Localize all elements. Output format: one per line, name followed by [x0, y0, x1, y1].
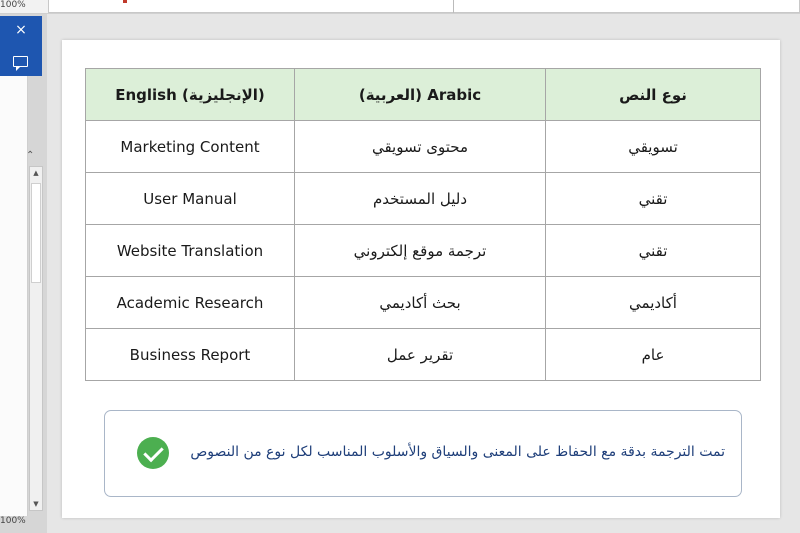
cell-text-type[interactable]: تقني: [546, 225, 761, 277]
table-header-row: [86, 69, 761, 121]
vertical-scrollbar[interactable]: [29, 166, 43, 511]
close-icon[interactable]: ×: [15, 22, 27, 38]
comment-icon[interactable]: [13, 56, 28, 67]
header-english[interactable]: English (الإنجليزية): [86, 69, 295, 121]
cell-english[interactable]: Website Translation: [86, 225, 295, 277]
table-row: [86, 173, 761, 225]
ribbon-strip: [0, 0, 800, 14]
zoom-level-top: 100%: [0, 0, 26, 10]
cell-text-type[interactable]: أكاديمي: [546, 277, 761, 329]
translation-table: [85, 68, 761, 381]
confirmation-text: تمت الترجمة بدقة مع الحفاظ على المعنى والسياق والأسلوب المناسب لكل نوع من النصوص: [190, 444, 725, 460]
cell-arabic[interactable]: بحث أكاديمي: [295, 277, 546, 329]
side-panel-content: [0, 76, 28, 516]
cell-english[interactable]: Academic Research: [86, 277, 295, 329]
check-circle-icon: [137, 437, 169, 469]
cell-text-type[interactable]: عام: [546, 329, 761, 381]
formula-bar-divider: [453, 0, 454, 13]
scroll-thumb[interactable]: [31, 183, 41, 283]
table-row: [86, 225, 761, 277]
scroll-up-icon[interactable]: ▲: [33, 169, 39, 177]
cell-arabic[interactable]: ترجمة موقع إلكتروني: [295, 225, 546, 277]
formula-bar-marker: [123, 0, 127, 3]
formula-bar[interactable]: [48, 0, 800, 13]
zoom-level-bottom: 100%: [0, 516, 26, 526]
header-arabic[interactable]: Arabic (العربية): [295, 69, 546, 121]
cell-english[interactable]: User Manual: [86, 173, 295, 225]
cell-arabic[interactable]: تقرير عمل: [295, 329, 546, 381]
chevron-up-icon[interactable]: ⌃: [26, 150, 35, 161]
cell-arabic[interactable]: محتوى تسويقي: [295, 121, 546, 173]
table-row: [86, 329, 761, 381]
header-text-type[interactable]: نوع النص: [546, 69, 761, 121]
table-row: [86, 277, 761, 329]
cell-english[interactable]: Business Report: [86, 329, 295, 381]
document-page: [62, 40, 780, 518]
confirmation-note: [104, 410, 742, 497]
cell-text-type[interactable]: تسويقي: [546, 121, 761, 173]
side-panel-header: [0, 16, 42, 76]
cell-arabic[interactable]: دليل المستخدم: [295, 173, 546, 225]
table-row: [86, 121, 761, 173]
cell-english[interactable]: Marketing Content: [86, 121, 295, 173]
cell-text-type[interactable]: تقني: [546, 173, 761, 225]
scroll-down-icon[interactable]: ▼: [33, 500, 39, 508]
